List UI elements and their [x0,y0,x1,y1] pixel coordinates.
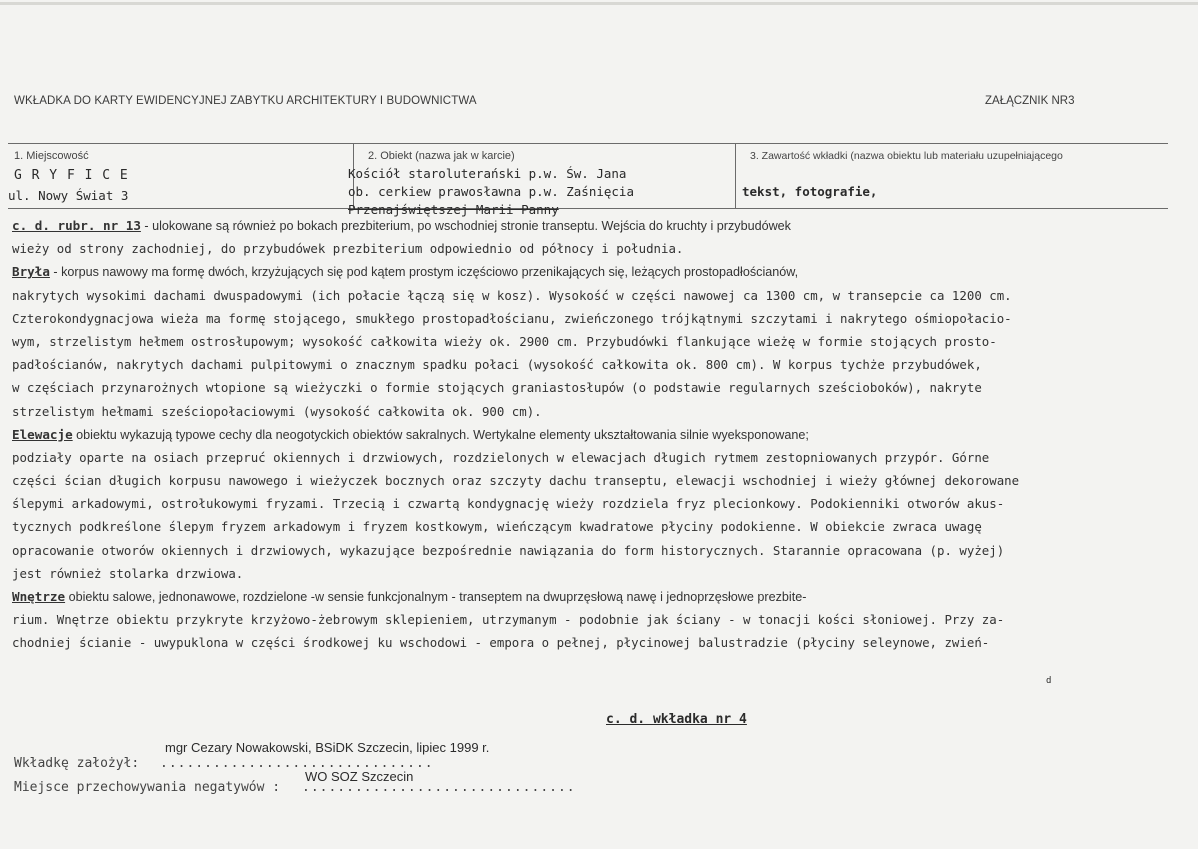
attachment-number: ZAŁĄCZNIK NR3 [985,95,1075,107]
text-line: obiektu salowe, jednonawowe, rozdzielone -w sensie funkcjonalnym - transeptem na dwuprzęsłową nawę i jednoprzęsłowe prezbite- [65,590,807,604]
section-heading-wnetrze: Wnętrze [12,589,66,604]
contents-label: 3. Zawartość wkładki (nazwa obiektu lub materiału uzupełniającego [750,150,1063,162]
object-name-line-2: ob. cerkiew prawosławna p.w. Zaśnięcia [348,184,634,199]
author-label: Wkładkę założył: [14,756,140,771]
text-line: podziały oparte na osiach przepruć okiennych i drzwiowych, rozdzielonych w elewacjach długich rytmem zestopniowanych przypór. Górne [12,449,990,465]
object-name-line-1: Kościół staroluterański p.w. Św. Jana [348,166,627,181]
continued-note: c. d. wkładka nr 4 [606,712,747,727]
storage-dotted-line: ............................... [302,780,576,795]
form-title: WKŁADKA DO KARTY EWIDENCYJNEJ ZABYTKU ARCHITEKTURY I BUDOWNICTWA [14,95,477,107]
text-line: Czterokondygnacjowa wieża ma formę stojącego, smukłego prostopadłościanu, zwieńczonego trójkątnymi szczytami i nakrytego ośmiopołacio- [12,310,1012,326]
object-name-line-3: Przenajświętszej Marii Panny [348,202,559,217]
locality-label: 1. Miejscowość [14,150,89,162]
text-line: w częściach przynarożnych wtopione są wieżyczki o formie stojących graniastosłupów (o podstawie regularnych sześcioboków), nakryte [12,380,982,396]
object-label: 2. Obiekt (nazwa jak w karcie) [368,150,515,162]
text-line: jest również stolarka drzwiowa. [12,565,244,581]
text-line: rium. Wnętrze obiektu przykryte krzyżowo-żebrowym sklepieniem, utrzymanym - podobnie jak ściany - w tonacji kości słoniowej. Przy za- [12,612,1005,628]
text-line: obiektu wykazują typowe cechy dla neogotyckich obiektów sakralnych. Wertykalne elementy ukształtowania silnie wyeksponowane; [72,427,809,442]
text-line: c. d. rubr. nr 13 - ulokowane są również po bokach prezbiterium, po wschodniej stronie transeptu. Wejścia do kruchty i przybudówek [12,218,791,233]
storage-value: WO SOZ Szczecin [305,769,414,784]
text-line: nakrytych wysokimi dachami dwuspadowymi (ich połacie łączą się w kosz). Wysokość w części nawowej ca 1300 cm, w transepcie ca 1200 cm. [12,287,1012,303]
locality-value: G R Y F I C E [14,168,129,183]
table-bottom-border [8,208,1168,209]
locality-address: ul. Nowy Świat 3 [8,188,129,203]
table-top-border [8,143,1168,144]
text-line: ślepymi arkadowymi, ostrołukowymi fryzami. Trzecią i czwartą kondygnację wieży rozdziela fryz plecionkowy. Podokienniki otworów akus- [12,496,1005,512]
section-heading-elewacje: Elewacje [12,426,73,442]
description-body [12,214,1172,655]
storage-label: Miejsce przechowywania negatywów : [14,780,281,795]
text-line: tycznych podkreślone ślepym fryzem arkadowym i fryzem kostkowym, wieńczącym kwadratowe płyciny podokienne. W obiekcie zwraca uwagę [12,519,982,535]
text-line: opracowanie otworów okiennych i drzwiowych, wykazujące bezpośrednie nawiązania do form historycznych. Starannie opracowana (p. wyżej) [12,542,1005,558]
column-divider-2 [735,143,736,208]
text-line: padłościanów, nakrytych dachami pulpitowymi o znacznym spadku połaci (wysokość całkowita ok. 800 cm). W korpus tychże przybudówek, [12,357,982,373]
text-line: strzelistym hełmami sześciopołaciowymi (wysokość całkowita ok. 900 cm). [12,403,542,419]
scan-top-edge [0,2,1198,5]
text-line: części ścian długich korpusu nawowego i wieżyczek bocznych oraz szczyty dachu transeptu, elewacji wschodniej i wieży głównej dekorowane [12,473,1020,489]
text-line: wieży od strony zachodniej, do przybudówek prezbiterium odpowiednio od północy i południa. [12,241,684,257]
contents-value: tekst, fotografie, [742,184,878,199]
text-line: - korpus nawowy ma formę dwóch, krzyżujących się pod kątem prostym iczęściowo przenikających się, leżących prostopadłościanów, [49,265,799,280]
author-value: mgr Cezary Nowakowski, BSiDK Szczecin, lipiec 1999 r. [165,740,490,755]
section-heading-continuation: c. d. rubr. nr 13 [12,218,141,233]
text-line: wym, strzelistym hełmem ostrosłupowym; wysokość całkowita wieży ok. 2900 cm. Przybudówki flankujące wieżę w formie stojących prosto- [12,333,997,349]
handwritten-correction: d [1046,676,1052,686]
text-line: chodniej ścianie - uwypuklona w części środkowej ku wschodowi - empora o pełnej, płycinowej balustradzie (płyciny seleynowe, zwień- [12,635,990,651]
author-dotted-line: ............................... [160,756,434,771]
section-heading-bryla: Bryła [12,264,50,280]
